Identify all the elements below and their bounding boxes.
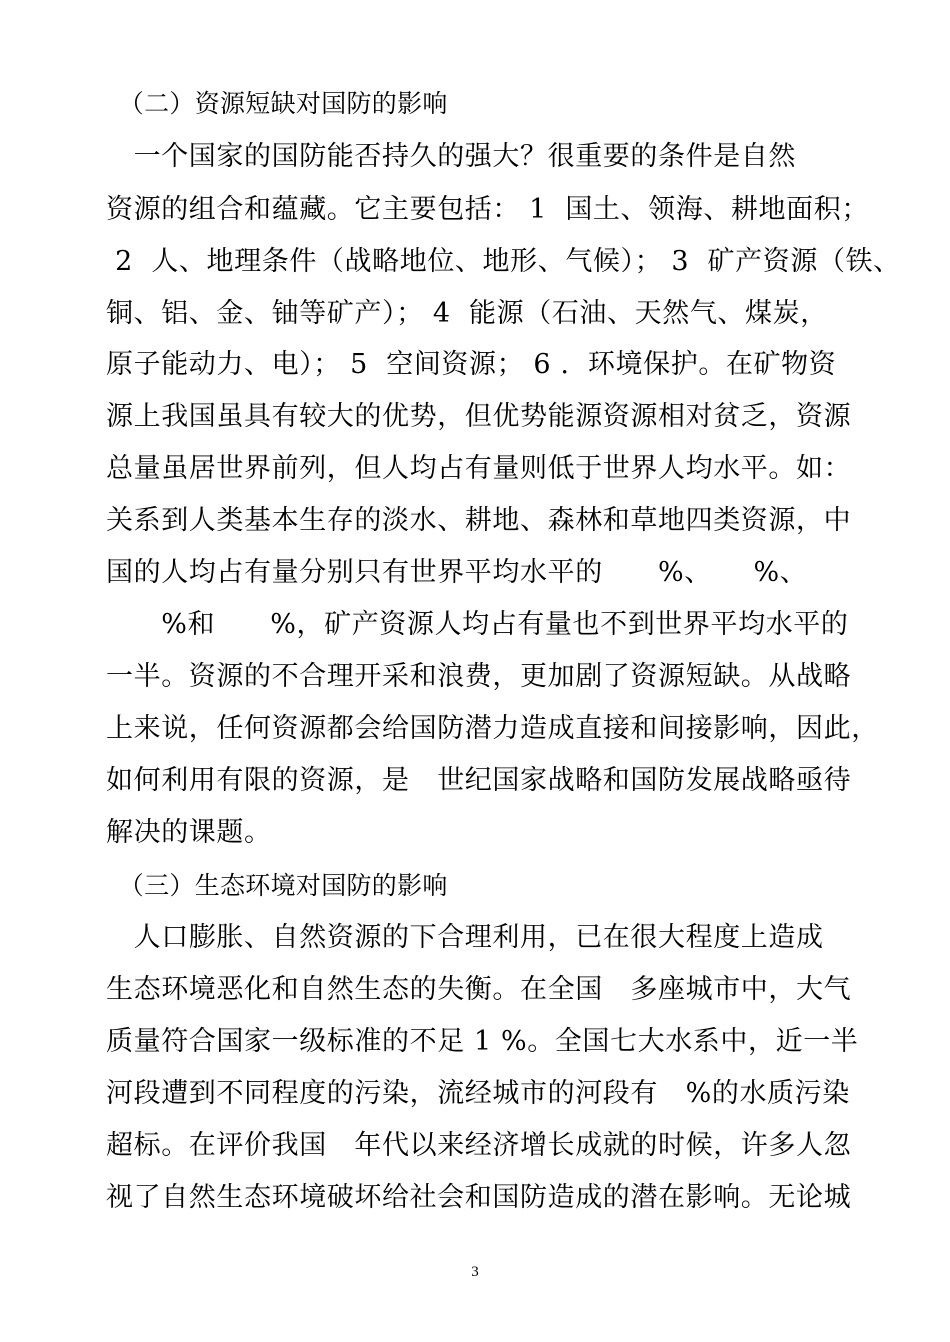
paragraph-line: 原子能动力、电）； 5 空间资源； 6 . 环境保护。在矿物资 <box>106 349 837 380</box>
paragraph-line: 解决的课题。 <box>106 817 272 848</box>
paragraph-line: 总量虽居世界前列，但人均占有量则低于世界人均水平。如： <box>106 453 852 484</box>
section-heading-ecological-environment: （三）生态环境对国防的影响 <box>106 871 448 900</box>
paragraph-line: 如何利用有限的资源，是 世纪国家战略和国防发展战略亟待 <box>106 765 852 796</box>
paragraph-line: 源上我国虽具有较大的优势，但优势能源资源相对贫乏，资源 <box>106 401 852 432</box>
paragraph-line: 铜、铝、金、铀等矿产）； 4 能源（石油、天然气、煤炭， <box>106 298 828 329</box>
paragraph-line: 2 人、地理条件（战略地位、地形、气候）； 3 矿产资源（铁、 <box>106 246 901 277</box>
paragraph-line: %和 %，矿产资源人均占有量也不到世界平均水平的 <box>106 609 849 640</box>
page-number: 3 <box>471 1264 479 1280</box>
paragraph-line: 一半。资源的不合理开采和浪费，更加剧了资源短缺。从战略 <box>106 661 852 692</box>
paragraph-line: 超标。在评价我国 年代以来经济增长成就的时候，许多人忽 <box>106 1130 852 1161</box>
paragraph-line: 质量符合国家一级标准的不足 1 %。全国七大水系中，近一半 <box>106 1026 859 1057</box>
paragraph-line: 上来说，任何资源都会给国防潜力造成直接和间接影响，因此， <box>106 713 879 744</box>
paragraph-line: 视了自然生态环境破坏给社会和国防造成的潜在影响。无论城 <box>106 1182 852 1213</box>
paragraph-line: 国的人均占有量分别只有世界平均水平的 %、 %、 <box>106 557 808 588</box>
paragraph-line: 资源的组合和蕴藏。它主要包括： 1 国土、领海、耕地面积； <box>106 194 869 225</box>
paragraph-line: 一个国家的国防能否持久的强大？很重要的条件是自然 <box>106 141 796 172</box>
paragraph-line: 人口膨胀、自然资源的下合理利用，已在很大程度上造成 <box>106 922 824 953</box>
paragraph-line: 河段遭到不同程度的污染，流经城市的河段有 %的水质污染 <box>106 1078 850 1109</box>
paragraph-line: 关系到人类基本生存的淡水、耕地、森林和草地四类资源，中 <box>106 505 852 536</box>
section-heading-resource-shortage: （二）资源短缺对国防的影响 <box>106 89 448 118</box>
paragraph-line: 生态环境恶化和自然生态的失衡。在全国 多座城市中，大气 <box>106 974 852 1005</box>
